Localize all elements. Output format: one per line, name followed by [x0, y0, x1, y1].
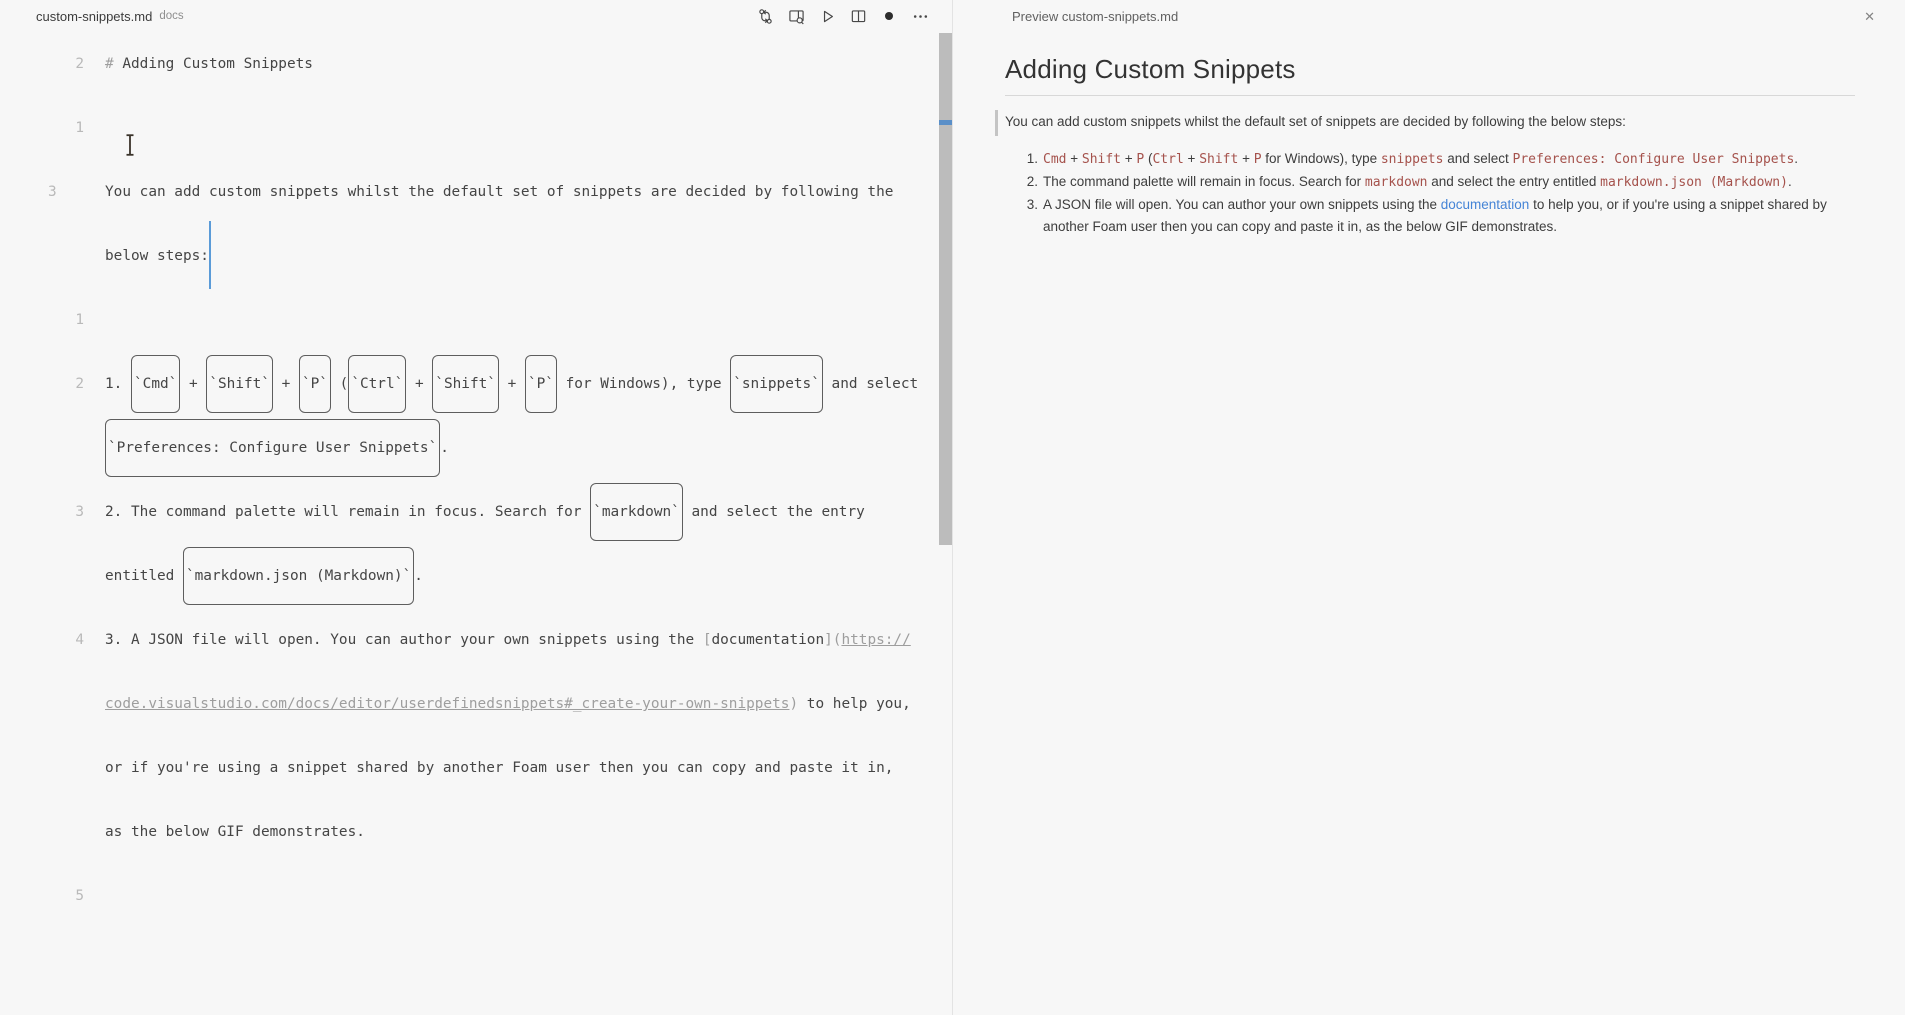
run-icon[interactable] — [818, 7, 836, 25]
text-run: ( — [330, 376, 349, 392]
text-run: 2. The command palette will remain in focus. Search for — [105, 504, 591, 520]
text-run: or if you're using a snippet shared by another Foam user then you can copy and paste it in, — [105, 760, 894, 776]
scrollbar-slider[interactable] — [939, 33, 953, 545]
text-run: below steps: — [105, 248, 209, 264]
open-preview-icon[interactable] — [787, 7, 805, 25]
editor-line[interactable] — [0, 32, 952, 96]
scrollbar-cursor-marker — [939, 120, 953, 125]
text-run: . — [1787, 174, 1792, 189]
editor-line[interactable] — [0, 160, 952, 224]
text-run: and select the entry entitled — [1427, 174, 1601, 189]
text-run: to help you, or if you're using a snippet shared by another Foam user then you can copy and paste it in, as the below GIF demonstrates. — [1043, 197, 1827, 234]
editor-line[interactable] — [0, 736, 952, 800]
editor-line[interactable] — [0, 480, 952, 544]
markdown-bracket: [ — [702, 632, 712, 648]
gutter-line-number: 2 — [75, 376, 84, 392]
code-span: `P` — [525, 355, 557, 413]
text-run: 3. A JSON file will open. You can author your own snippets using the — [105, 632, 703, 648]
code-span: `markdown.json (Markdown)` — [183, 547, 414, 605]
preview-list-item — [1005, 194, 1855, 238]
link-url[interactable]: code.visualstudio.com/docs/editor/userdefinedsnippets#_create-your-own-snippets — [105, 696, 790, 712]
gutter-line-number — [0, 736, 105, 800]
code-span: `Preferences: Configure User Snippets` — [105, 419, 440, 477]
editor-line[interactable] — [0, 288, 952, 352]
code-span: `Cmd` — [131, 355, 180, 413]
link-url[interactable]: https:// — [841, 632, 911, 648]
inline-code: Preferences: Configure User Snippets — [1512, 152, 1795, 167]
markdown-hash: # — [105, 56, 123, 72]
editor-line[interactable] — [0, 800, 952, 864]
unsaved-changes-dot[interactable] — [880, 7, 898, 25]
gutter-line-number: 1 — [75, 312, 84, 328]
text-run: 1. — [105, 376, 131, 392]
gutter-line-number — [0, 544, 105, 608]
preview-list-item — [1005, 148, 1855, 171]
preview-tab[interactable]: Preview custom-snippets.md — [1012, 8, 1179, 24]
text-run: for Windows), type — [556, 376, 731, 392]
text-run: + — [1183, 151, 1200, 166]
text-run: + — [272, 376, 299, 392]
preview-ordered-list — [1005, 148, 1855, 238]
doc-link[interactable]: documentation — [1440, 197, 1530, 212]
editor-content[interactable] — [0, 32, 952, 928]
gutter-line-number: 1 — [75, 120, 84, 136]
inline-code: P — [1253, 152, 1262, 167]
inline-code: P — [1136, 152, 1145, 167]
editor-scrollbar[interactable] — [939, 0, 953, 1015]
gutter-line-number: 3 — [48, 184, 57, 200]
editor-line[interactable] — [0, 416, 952, 480]
text-run: as the below GIF demonstrates. — [105, 824, 365, 840]
text-run: Adding Custom Snippets — [122, 56, 313, 72]
text-run: entitled — [105, 568, 183, 584]
code-span: `Shift` — [432, 355, 499, 413]
markdown-bracket: ]( — [824, 632, 842, 648]
editor-line[interactable] — [0, 608, 952, 672]
more-actions-icon[interactable] — [911, 7, 929, 25]
text-run: + — [406, 376, 433, 392]
editor-pane — [0, 0, 952, 1015]
inline-code: Ctrl — [1152, 152, 1184, 167]
text-run: and select the entry — [682, 504, 865, 520]
text-run: ( — [1144, 151, 1153, 166]
editor-toolbar — [756, 0, 929, 32]
text-run: for Windows), type — [1261, 151, 1381, 166]
inline-code: Cmd — [1043, 152, 1067, 167]
text-run: . — [1794, 151, 1799, 166]
inline-code: snippets — [1380, 152, 1444, 167]
text-run: and select — [1443, 151, 1513, 166]
compare-changes-icon[interactable] — [756, 7, 774, 25]
text-run: to help you, — [798, 696, 911, 712]
gutter-line-number: 5 — [75, 888, 84, 904]
inline-code: Shift — [1199, 152, 1239, 167]
editor-tab[interactable]: custom-snippets.md — [36, 8, 153, 24]
text-caret — [209, 221, 211, 289]
preview-heading: Adding Custom Snippets — [1005, 54, 1855, 96]
text-run: + — [180, 376, 207, 392]
text-run: . — [414, 568, 423, 584]
code-span: `Ctrl` — [348, 355, 406, 413]
preview-tab-bar — [953, 0, 1905, 32]
inline-code: markdown.json (Markdown) — [1600, 175, 1788, 190]
code-span: `P` — [299, 355, 331, 413]
inline-code: Shift — [1081, 152, 1122, 167]
code-span: `markdown` — [590, 483, 683, 541]
gutter-line-number — [0, 800, 105, 864]
editor-line[interactable] — [0, 352, 952, 416]
text-run: The command palette will remain in focus. Search for — [1043, 174, 1365, 189]
editor-tab-folder-label: docs — [159, 10, 184, 22]
text-run: + — [498, 376, 525, 392]
text-run: You can add custom snippets whilst the default set of snippets are decided by following the — [105, 184, 894, 200]
mouse-ibeam-cursor — [122, 133, 138, 157]
text-run: + — [1238, 151, 1254, 166]
text-run: + — [1066, 151, 1082, 166]
editor-line[interactable] — [0, 96, 952, 160]
gutter-line-number — [0, 672, 105, 736]
gutter-line-number: 3 — [75, 504, 84, 520]
text-run: and select — [822, 376, 919, 392]
list-number: 1. — [1026, 151, 1038, 166]
markdown-preview-pane — [953, 0, 1905, 1015]
inline-code: markdown — [1364, 175, 1428, 190]
close-icon[interactable]: ✕ — [1864, 8, 1875, 24]
editor-line[interactable] — [0, 544, 952, 608]
text-run: documentation — [711, 632, 825, 648]
gutter-line-number: 2 — [75, 56, 84, 72]
text-run: A JSON file will open. You can author your own snippets using the — [1043, 197, 1441, 212]
preview-list-item — [1005, 171, 1855, 194]
split-editor-icon[interactable] — [849, 7, 867, 25]
editor-line[interactable] — [0, 672, 952, 736]
text-run: . — [440, 440, 449, 456]
editor-line[interactable] — [0, 864, 952, 928]
gutter-line-number: 4 — [75, 632, 84, 648]
preview-paragraph: You can add custom snippets whilst the default set of snippets are decided by following the below steps: — [1005, 111, 1855, 132]
gutter-line-number — [0, 224, 105, 288]
preview-content — [1005, 32, 1855, 238]
list-number: 2. — [1026, 174, 1038, 189]
code-span: `snippets` — [730, 355, 823, 413]
list-number: 3. — [1026, 197, 1038, 212]
markdown-bracket: ) — [789, 696, 799, 712]
gutter-line-number — [0, 416, 105, 480]
text-run: + — [1121, 151, 1137, 166]
editor-line[interactable] — [0, 224, 952, 288]
code-span: `Shift` — [206, 355, 273, 413]
